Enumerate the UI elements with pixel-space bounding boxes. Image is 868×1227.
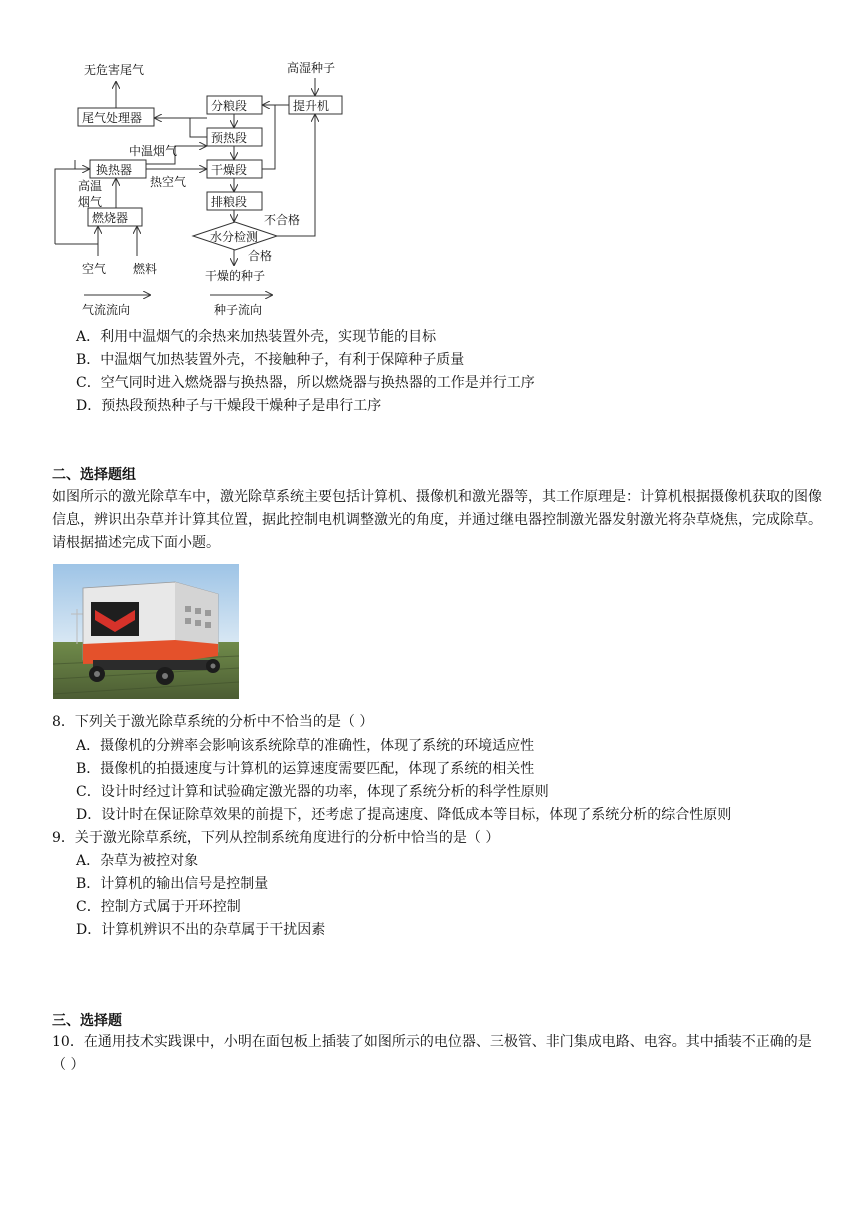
preheat-label: 预热段	[211, 131, 248, 145]
q9-stem: 9．关于激光除草系统，下列从控制系统角度进行的分析中恰当的是（ ）	[52, 830, 500, 846]
q7-option-d: D．预热段预热种子与干燥段干燥种子是串行工序	[76, 398, 382, 414]
q8-stem: 8．下列关于激光除草系统的分析中不恰当的是（ ）	[52, 714, 374, 730]
moisture-check-label: 水分检测	[210, 230, 259, 244]
q8-option-b: B．摄像机的拍摄速度与计算机的运算速度需要匹配，体现了系统的相关性	[76, 761, 535, 777]
q9-option-a: A．杂草为被控对象	[76, 853, 199, 869]
q8-option-a: A．摄像机的分辨率会影响该系统除草的准确性，体现了系统的环境适应性	[76, 738, 535, 754]
section2-intro: 如图所示的激光除草车中，激光除草系统主要包括计算机、摄像机和激光器等，其工作原理是：计算机根据摄像机获取的图像信息，辨识出杂草并计算其位置，据此控制电机调整激光的角度，并通过继电器控制激光器发射激光将杂草烧焦，完成除草。请根据描述完成下面小题。	[52, 489, 822, 551]
seed-flow-direction-label: 种子流向	[214, 303, 263, 317]
discharge-label: 排粮段	[211, 195, 248, 209]
heat-exchanger-label: 换热器	[96, 163, 133, 177]
q9-option-d: D．计算机辨识不出的杂草属于干扰因素	[76, 922, 326, 938]
section3-heading: 三、选择题	[52, 1013, 122, 1029]
mid-temp-flue-label: 中温烟气	[129, 144, 178, 158]
high-temp-label: 高温	[78, 179, 103, 193]
hot-air-label: 热空气	[150, 175, 187, 189]
q9-option-c: C．控制方式属于开环控制	[76, 899, 241, 915]
exhaust-processor-label: 尾气处理器	[82, 111, 143, 125]
q8-option-d: D．设计时在保证除草效果的前提下，还考虑了提高速度、降低成本等目标，体现了系统分析的综合性原则	[76, 807, 732, 823]
burner-label: 燃烧器	[92, 211, 129, 225]
wet-seeds-label: 高湿种子	[287, 61, 336, 75]
section2-heading: 二、选择题组	[52, 467, 136, 483]
airflow-direction-label: 气流流向	[82, 303, 131, 317]
seed-drying-flow-diagram	[0, 0, 868, 330]
q10-stem: 10．在通用技术实践课中，小明在面包板上插装了如图所示的电位器、三极管、非门集成电路、电容。其中插装不正确的是（ ）	[52, 1034, 812, 1073]
grain-split-label: 分粮段	[211, 99, 248, 113]
fuel-label: 燃料	[133, 262, 158, 276]
air-label: 空气	[82, 262, 107, 276]
dried-seeds-label: 干燥的种子	[205, 269, 266, 283]
exhaust-out-label: 无危害尾气	[84, 63, 145, 77]
dry-section-label: 干燥段	[211, 163, 248, 177]
q9-option-b: B．计算机的输出信号是控制量	[76, 876, 269, 892]
q8-option-c: C．设计时经过计算和试验确定激光器的功率，体现了系统分析的科学性原则	[76, 784, 549, 800]
elevator-label: 提升机	[293, 99, 330, 113]
q7-option-a: A．利用中温烟气的余热来加热装置外壳，实现节能的目标	[76, 329, 437, 345]
unqualified-label: 不合格	[264, 213, 301, 227]
qualified-label: 合格	[248, 249, 273, 263]
flue-label: 烟气	[78, 195, 103, 209]
q7-option-c: C．空气同时进入燃烧器与换热器，所以燃烧器与换热器的工作是并行工序	[76, 375, 535, 391]
q7-option-b: B．中温烟气加热装置外壳，不接触种子，有利于保障种子质量	[76, 352, 465, 368]
laser-weeding-vehicle-photo	[53, 564, 239, 699]
